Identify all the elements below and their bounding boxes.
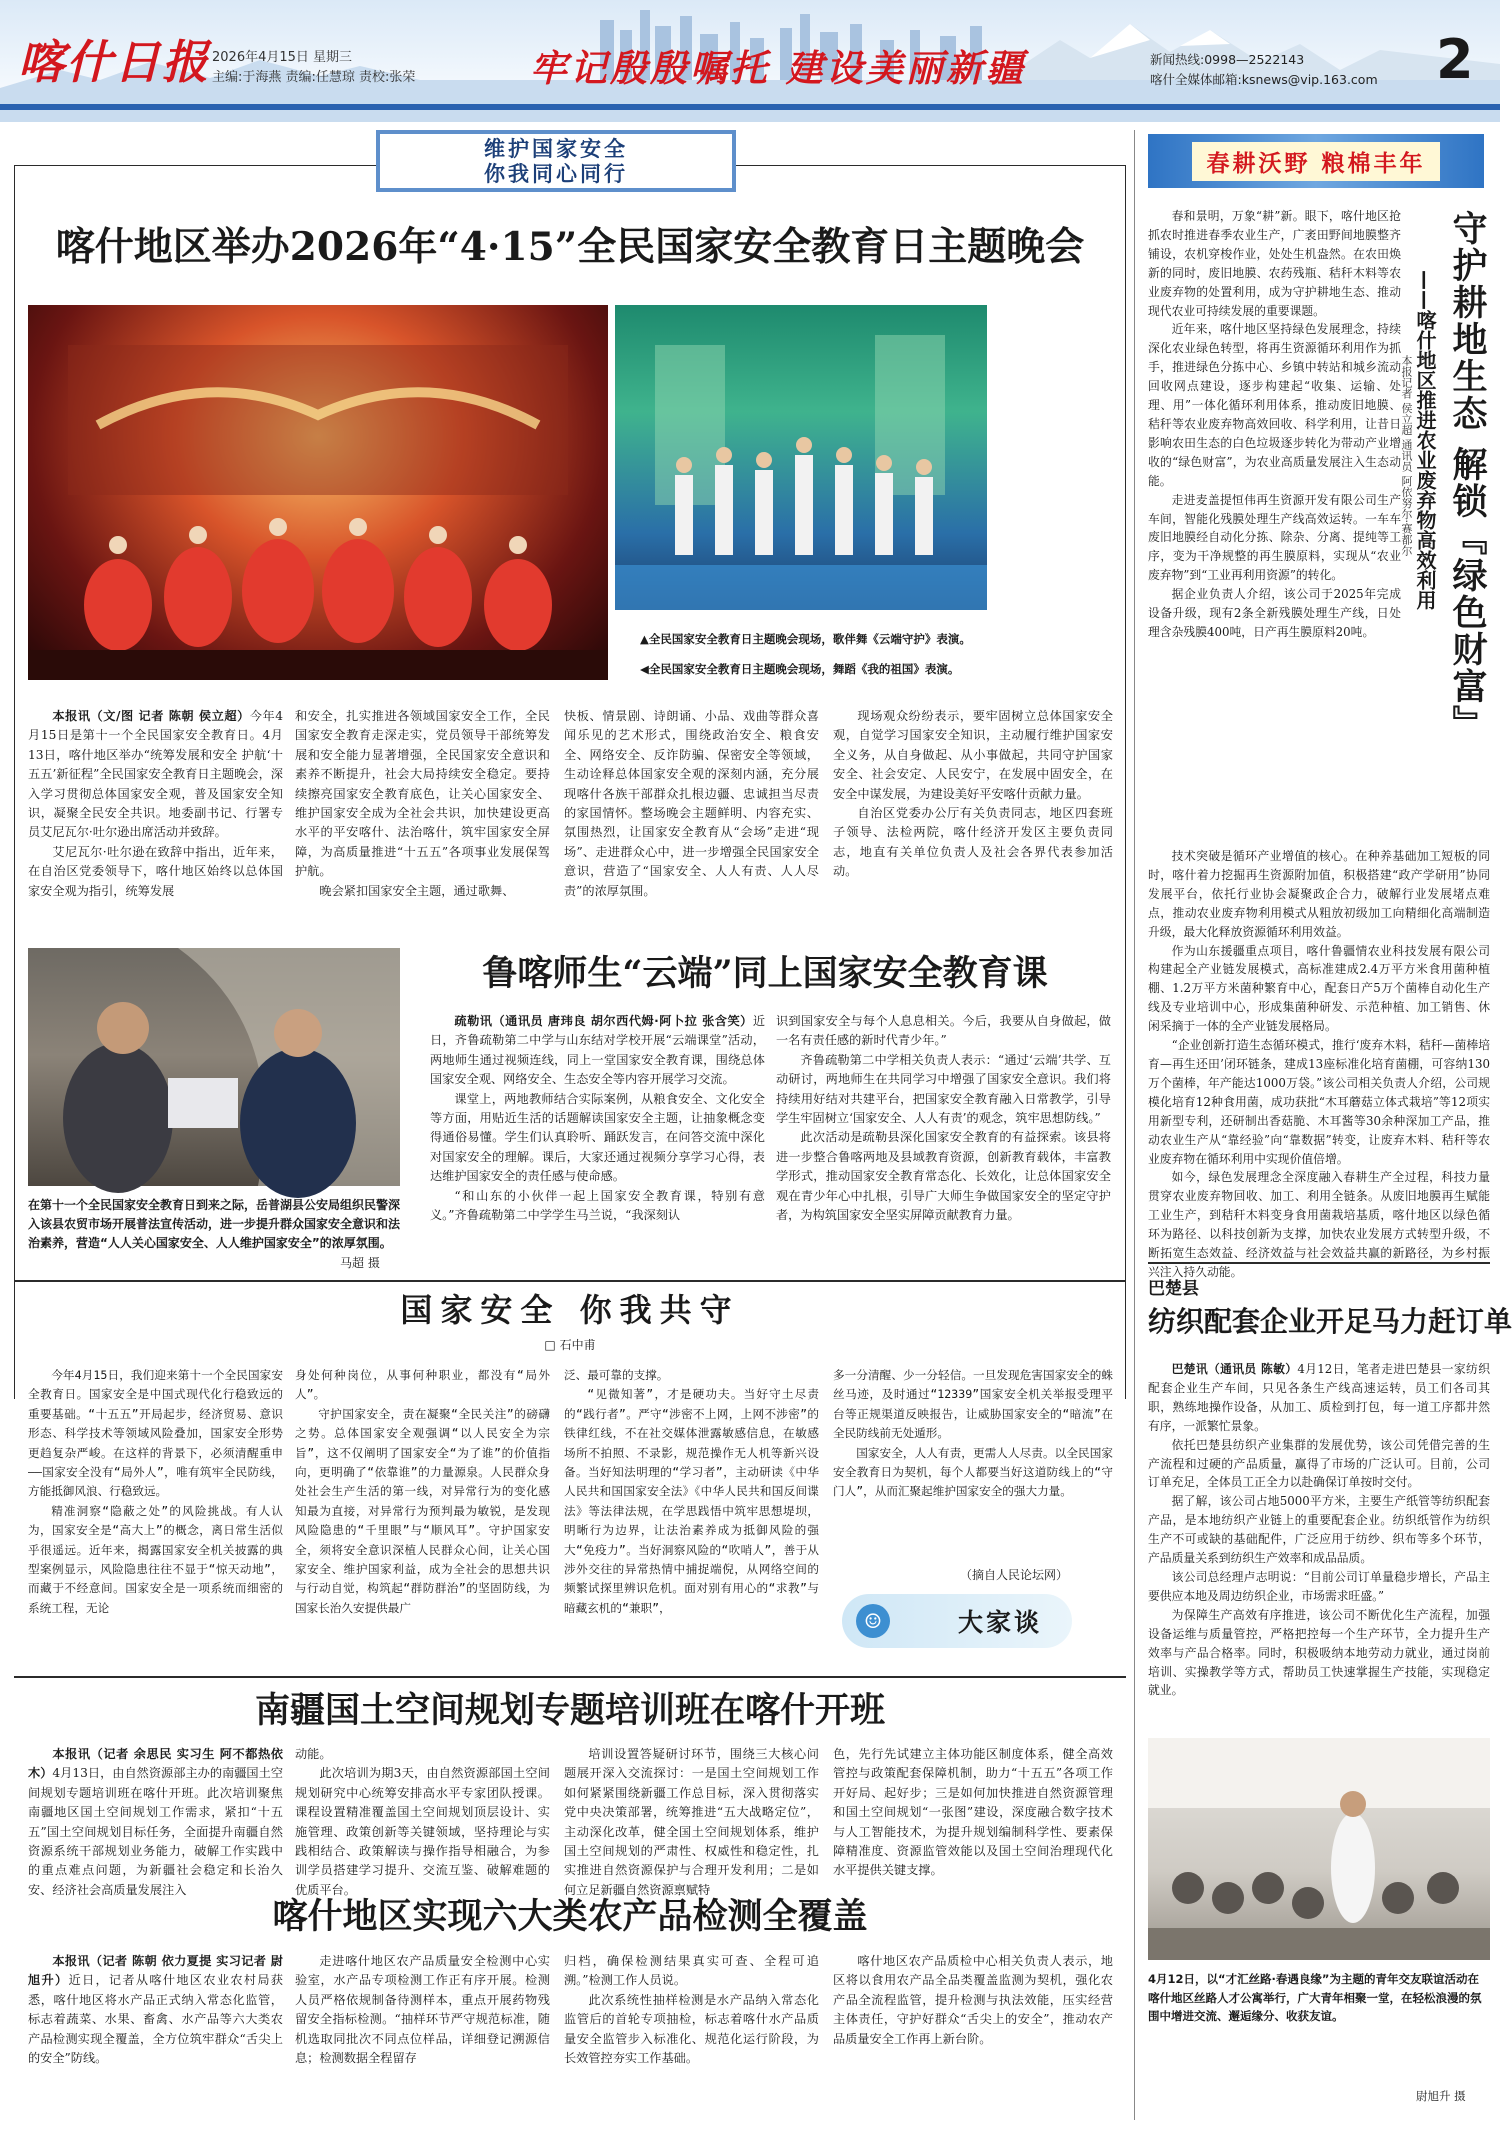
police-outreach-photo xyxy=(28,948,400,1186)
textile-place: 巴楚县 xyxy=(1148,1279,1199,1299)
farm-waste-article: 春和景明，万象“耕”新。眼下，喀什地区抢抓农时推进春季农业生产，广袤田野间地膜整齐铺设，农机穿梭作业，处处生机盎然。在农田焕新的同时，废旧地膜、农药残瓶、秸秆木料等农业废弃物的处置利用，成为守护耕地生态、推动现代农业可持续发展的重要课题。 近年来，喀什地区坚持绿色发展理念，持续深化农业绿色转型，将再生资源循环利用作为抓手，推进绿色分拣中心、乡镇中转站和城乡流动回收网点建设，逐步构建起“收集、运输、处理、用”一体化循环利用体系，推动废旧地膜、秸秆等农业废弃物高效回收、科学利用，让昔日影响农田生态的白色垃圾逐步转化为带动产业增收的“绿色财富”，为农业高质量发展注入生态动能。 走进麦盖提恒伟再生资源开发有限公司生产车间，智能化残膜处理生产线高效运转。一车车废旧地膜经自动化分拣、除杂、分离、提纯等工序，变为干净规整的再生膜原料，实现从“农业废弃物”到“工业再利用资源”的转化。 据企业负责人介绍，该公司于2025年完成设备升级，现有2条全新残膜处理生产线，日处理含杂残膜400吨，日产再生膜原料20吨。 xyxy=(1148,209,1401,639)
newspaper-logo: 喀什日报 xyxy=(18,35,210,89)
gala-song-photo xyxy=(615,305,987,610)
youth-photo-credit: 尉旭升 摄 xyxy=(1416,2089,1466,2103)
news-hotline: 新闻热线:0998—2522143 xyxy=(1150,52,1305,67)
article5-col1: 本报讯（记者 陈朝 依力夏提 实习记者 尉旭升）近日，记者从喀什地区农业农村局获悉，喀什地区将水产品正式纳入常态化监管，标志着蔬菜、水果、畜禽、水产品等六大类农产品检测实现全覆盖，全方位筑牢群众“舌尖上的安全”防线。 xyxy=(28,1954,283,2066)
commentary-col4: 多一分清醒、少一分轻信。一旦发现危害国家安全的蛛丝马迹，及时通过“12339”国家安全机关举报受理平台等正规渠道反映报告，让威胁国家安全的“暗流”在全民防线前无处遁形。 国家安全，人人有责，更需人人尽责。以全民国家安全教育日为契机，每个人都要当好这道防线上的“守门人”，从而汇聚起维护国家安全的强大力量。 xyxy=(833,1368,1113,1499)
commentary-col1: 今年4月15日，我们迎来第十一个全民国家安全教育日。国家安全是中国式现代化行稳致远的重要基础。“十五五”开局起步，经济贸易、意识形态、科学技术等领域风险叠加，国家安全形势更趋复杂严峻。在这样的背景下，必须清醒重申——国家安全没有“局外人”，唯有筑牢全民防线，方能抵御风浪、行稳致远。 精准洞察“隐蔽之处”的风险挑战。有人认为，国家安全是“高大上”的概念，离日常生活似乎很遥远。近年来，揭露国家安全机关披露的典型案例显示，风险隐患往往不显于“惊天动地”，而藏于不经意间。国家安全是一项系统而细密的系统工程，无论 xyxy=(28,1368,283,1615)
article5-col4: 喀什地区农产品质检中心相关负责人表示，地区将以食用农产品全品类覆盖监测为契机，强化农产品全流程监管，提升检测与执法效能，压实经营主体责任，守护好群众“舌尖上的安全”，推动农产品质量安全工作再上新台阶。 xyxy=(833,1954,1113,2046)
gala-dance-photo xyxy=(28,305,608,680)
commentary-headline: 国家安全 你我共守 xyxy=(400,1291,740,1329)
commentary-col2: 身处何种岗位，从事何种职业，都没有“局外人”。 守护国家安全，责在凝聚“全民关注”的磅礴之势。总体国家安全观强调“以人民安全为宗旨”，这不仅阐明了国家安全“为了谁”的价值指向，更明确了“依靠谁”的力量源泉。人民群众身处社会生产生活的第一线，对异常行为的变化感知最为直接，对异常行为预判最为敏锐，是发现风险隐患的“千里眼”与“顺风耳”。守护国家安全，须将安全意识深植人民群众心间，让关心国家安全、维护国家利益，成为全社会的思想共识与行动自觉，构筑起“群防群治”的坚固防线，为国家长治久安提供最广 xyxy=(295,1368,550,1615)
article2-col1: 疏勒讯（通讯员 唐玮良 胡尔西代姆·阿卜拉 张含笑）近日，齐鲁疏勒第二中学与山东结对学校开展“云端课堂”活动，两地师生通过视频连线，同上一堂国家安全教育课，围绕总体国家安全观、网络安全、生态安全等内容开展学习交流。 课堂上，两地教师结合实际案例，从粮食安全、文化安全等方面，用贴近生活的话题解读国家安全主题，让抽象概念变得通俗易懂。学生们认真聆听、踊跃发言，在问答交流中深化对国家安全的理解。课后，大家还通过视频分享学习心得，表达维护国家安全的责任感与使命感。 “和山东的小伙伴一起上国家安全教育课，特别有意义。”齐鲁疏勒第二中学学生马兰说，“我深刻认 xyxy=(430,1014,765,1223)
dajiatan-badge xyxy=(842,1594,1072,1648)
slogan: 牢记殷殷嘱托 建设美丽新疆 xyxy=(530,46,1026,90)
people-talk-icon: ☺ xyxy=(856,1604,890,1638)
commentary-author: □ 石中甫 xyxy=(544,1338,596,1352)
article1-col1: 本报讯（文/图 记者 陈朝 侯立超）今年4月15日是第十一个全民国家安全教育日。4月13日，喀什地区举办“统筹发展和安全 护航‘十五五’新征程”全民国家安全教育日主题晚会，深入学习贯彻总体国家安全观，普及国家安全知识，凝聚全民安全共识。地委副书记、行署专员艾尼瓦尔·吐尔逊出席活动并致辞。 艾尼瓦尔·吐尔逊在致辞中指出，近年来，在自治区党委领导下，喀什地区始终以总体国家安全观为指引，统筹发展 xyxy=(28,709,283,898)
section-divider-4 xyxy=(14,1676,1126,1678)
article1-col2: 和安全，扎实推进各领域国家安全工作，全民国家安全教育走深走实，党员领导干部统筹发展和安全能力显著增强，全民国家安全意识和素养不断提升，社会大局持续安全稳定。要持续擦亮国家安全教育底色，让关心国家安全、维护国家安全成为全社会共识，加快建设更高水平的平安喀什、法治喀什，筑牢国家安全屏障，为高质量推进“十五五”各项事业发展保驾护航。 晚会紧扣国家安全主题，通过歌舞、 xyxy=(295,709,550,898)
editor-credits: 主编:于海燕 责编:任慧琼 责校:张荣 xyxy=(212,70,416,85)
textile-article: 巴楚讯（通讯员 陈敏）4月12日，笔者走进巴楚县一家纺织配套企业生产车间，只见各条生产线高速运转，员工们各司其职，熟练地操作设备，从加工、质检到打包，每一道工序都井然有序，一派繁忙景象。 依托巴楚县纺织产业集群的发展优势，该公司凭借完善的生产流程和过硬的产品质量，赢得了市场的广泛认可。目前，公司订单充足，全体员工正全力以赴确保订单按时交付。 据了解，该公司占地5000平方米，主要生产纸管等纺织配套产品，是本地纺织产业链上的重要配套企业。纺织纸管作为纺织生产不可或缺的基础配件，广泛应用于纺纱、织布等多个环节，产品质量关系到纺织生产效率和成品品质。 该公司总经理卢志明说：“目前公司订单量稳步增长，产品主要供应本地及周边纺织企业，市场需求旺盛。” 为保障生产高效有序推进，该公司不断优化生产流程，加强设备运维与质量管控，严格把控每一个生产环节，全力提升生产效率与产品合格率。同时，积极吸纳本地劳动力就业，通过岗前培训、实操教学等方式，帮助员工快速掌握生产技能，实现稳定就业。 xyxy=(1148,1362,1490,1698)
farm-waste-byline: 本报记者 侯立超 通讯员 阿依努尔·赛都尔 xyxy=(1400,355,1413,556)
youth-photo-caption: 4月12日，以“才汇丝路·春遇良缘”为主题的青年交友联谊活动在喀什地区丝路人才公寓举行，广大青年相聚一堂，在轻松浪漫的氛围中增进交流、邂逅缘分、收获友谊。 xyxy=(1148,1972,1482,2023)
textile-byline: 巴楚讯（通讯员 陈敏） xyxy=(1171,1362,1298,1376)
article4-byline: 本报讯（记者 余思民 实习生 阿不都热依木） xyxy=(28,1747,283,1781)
farm-waste-subheadline: ——喀什地区推进农业废弃物高效利用 xyxy=(1413,270,1437,610)
commentary-col3: 泛、最可靠的支撑。 “见微知著”，才是硬功夫。当好守土尽责的“践行者”。严守“涉密不上网，上网不涉密”的铁律红线，不在社交媒体泄露敏感信息，在敏感场所不拍照、不录影，规范操作无人机等新兴设备。当好知法明理的“学习者”，主动研读《中华人民共和国国家安全法》《中华人民共和国反间谍法》等法律法规，在学思践悟中筑牢思想堤坝，明晰行为边界，让法治素养成为抵御风险的强大“免疫力”。当好洞察风险的“吹哨人”，善于从涉外交往的异常热情中捕捉端倪，从网络空间的频繁试探里辨识危机。面对别有用心的“求教”与暗藏玄机的“兼职”， xyxy=(564,1368,819,1615)
masthead xyxy=(0,0,1500,122)
spring-farming-banner xyxy=(1148,134,1484,188)
article5-col3: 归档，确保检测结果真实可查、全程可追溯。”检测工作人员说。 此次系统性抽样检测是水产品纳入常态化监管后的首轮专项抽检，标志着喀什水产品质量安全监管步入标准化、规范化运行阶段，为长效管控夯实工作基础。 xyxy=(564,1954,819,2066)
farm-waste-article-cont: 技术突破是循环产业增值的核心。在种养基础加工短板的同时，喀什着力挖掘再生资源附加值，积极搭建“政产学研用”协同发展平台，依托行业协会凝聚政企合力，破解行业发展堵点难点，推动农业废弃物利用模式从粗放初级加工向精细化高端制造升级，最大化释放资源循环利用效益。 作为山东援疆重点项目，喀什鲁疆情农业科技发展有限公司构建起全产业链发展模式，高标准建成2.4万平方米食用菌种植棚、1.2万平方米菌种繁育中心，配套日产5万个菌棒自动化生产线及专业培训中心，形成集菌种研发、示范种植、加工销售、休闲采摘于一体的全产业链发展格局。 “企业创新打造生态循环模式，推行‘废弃木料，秸秆—菌棒培育—再生还田’闭环链条，建成13座标准化培育菌棚，可容纳130万个菌棒，年产能达1000万袋。”该公司相关负责人介绍，公司规模化培育12种食用菌，成功获批“木耳蘑菇立体式栽培”等12项实用新型专利，还研制出香菇脆、木耳酱等30余种深加工产品，推动农业生产从“靠经验”向“靠数据”转变，让废弃木料、秸秆等农业废弃物在循环利用中实现价值倍增。 如今，绿色发展理念全深度融入春耕生产全过程，科技力量贯穿农业废弃物回收、加工、利用全链条。从废旧地膜再生赋能工业生产，到秸秆木料变身食用菌栽培基质，喀什地区以绿色循环为路径、以科技创新为支撑，加快农业发展方式转型升级，不断拓宽生态效益、经济效益与社会效益共赢的新路径，为乡村振兴注入持久动能。 xyxy=(1148,849,1490,1279)
dajiatan-label: 大家谈 xyxy=(957,1608,1042,1637)
sidebar-divider xyxy=(1134,130,1135,2120)
article1-byline: 本报讯（文/图 记者 陈朝 侯立超） xyxy=(52,709,250,723)
topic-banner-line1: 维护国家安全 xyxy=(484,136,628,161)
textile-divider xyxy=(1148,1262,1490,1264)
farm-waste-headline: 守护耕地生态 解锁『绿色财富』 xyxy=(1447,210,1488,743)
article2-col2: 识到国家安全与每个人息息相关。今后，我要从自身做起，做一名有责任感的新时代青少年。” 齐鲁疏勒第二中学相关负责人表示：“通过‘云端’共学、互动研讨，两地师生在共同学习中增强了国家安全意识。我们将持续用好结对共建平台，把国家安全教育融入日常教学，引导学生牢固树立‘国家安全、人人有责’的观念，筑牢思想防线。” 此次活动是疏勒县深化国家安全教育的有益探索。该县将进一步整合鲁喀两地及县域教育资源，创新教育载体，丰富教学形式，推动国家安全教育常态化、长效化，让总体国家安全观在青少年心中扎根，引导广大师生争做国家安全的坚定守护者，为构筑国家安全坚实屏障贡献教育力量。 xyxy=(776,1014,1111,1223)
topic-banner xyxy=(376,130,736,192)
planning-headline: 南疆国土空间规划专题培训班在喀什开班 xyxy=(254,1690,885,1731)
main-headline: 喀什地区举办2026年“4·15”全民国家安全教育日主题晚会 xyxy=(55,224,1085,270)
textile-headline: 纺织配套企业开足马力赶订单 xyxy=(1148,1305,1512,1338)
article2-byline: 疏勒讯（通讯员 唐玮良 胡尔西代姆·阿卜拉 张含笑） xyxy=(454,1014,753,1028)
photo-caption-2: ◀全民国家安全教育日主题晚会现场，舞蹈《我的祖国》表演。 xyxy=(640,662,960,676)
youth-social-photo xyxy=(1148,1738,1490,1960)
article4-col2: 动能。 此次培训为期3天，由自然资源部国土空间规划研究中心统筹安排高水平专家团队授课。课程设置精准覆盖国土空间规划顶层设计、实施管理、政策创新等关键领域，坚持理论与实践相结合、政策解读与操作指导相融合，为参训学员搭建学习提升、交流互鉴、破解难题的优质平台。 xyxy=(295,1747,550,1897)
article5-byline: 本报讯（记者 陈朝 依力夏提 实习记者 尉旭升） xyxy=(28,1954,283,1988)
cloud-class-headline: 鲁喀师生“云端”同上国家安全教育课 xyxy=(482,953,1048,994)
spring-farming-label: 春耕沃野 粮棉丰年 xyxy=(1192,142,1439,181)
article4-col1: 本报讯（记者 余思民 实习生 阿不都热依木）4月13日，由自然资源部主办的南疆国土空间规划专题培训班在喀什开班。此次培训聚焦南疆地区国土空间规划工作需求，紧扣“十五五”国土空间规划目标任务，全面提升南疆自然资源系统干部规划业务能力，破解工作实践中的重点难点问题，为新疆社会稳定和长治久安、经济社会高质量发展注入 xyxy=(28,1747,284,1897)
article1-col4: 现场观众纷纷表示，要牢固树立总体国家安全观，自觉学习国家安全知识，主动履行维护国家安全义务，从自身做起、从小事做起，共同守护国家安全、社会安定、人民安宁，在发展中固安全，在安全中谋发展，为建设美好平安喀什贡献力量。 自治区党委办公厅有关负责同志，地区四套班子领导、法检两院，喀什经济开发区主要负责同志，地直有关单位负责人及社会各界代表参加活动。 xyxy=(833,709,1113,879)
police-photo-caption: 在第十一个全民国家安全教育日到来之际，岳普湖县公安局组织民警深入该县农贸市场开展普法宣传活动，进一步提升群众国家安全意识和法治素养，营造“人人关心国家安全、人人维护国家安全”的浓厚氛围。 xyxy=(28,1198,401,1250)
issue-date: 2026年4月15日 星期三 xyxy=(212,50,353,65)
article1-col3: 快板、情景剧、诗朗诵、小品、戏曲等群众喜闻乐见的艺术形式，围绕政治安全、粮食安全、网络安全、反诈防骗、保密安全等领域，生动诠释总体国家安全观的深刻内涵，充分展现喀什各族干部群众扎根边疆、忠诚担当尽责的家国情怀。整场晚会主题鲜明、内容充实、氛围热烈，让国家安全教育从“会场”走进“现场”、走进群众心中，进一步增强全民国家安全意识，营造了“国家安全、人人有责、人人尽责”的浓厚氛围。 xyxy=(564,709,819,898)
commentary-source: （摘自人民论坛网） xyxy=(960,1568,1069,1582)
contact-email: 喀什全媒体邮箱:ksnews@vip.163.com xyxy=(1150,72,1378,87)
police-photo-credit: 马超 摄 xyxy=(340,1256,380,1270)
topic-banner-line2: 你我同心同行 xyxy=(484,161,628,186)
page-number: 2 xyxy=(1436,28,1474,91)
photo-caption-1: ▲全民国家安全教育日主题晚会现场，歌伴舞《云端守护》表演。 xyxy=(640,632,971,646)
commentary-box xyxy=(14,1280,1126,1282)
article4-col3: 培训设置答疑研讨环节，围绕三大核心问题展开深入交流探讨：一是国土空间规划工作如何紧紧围绕新疆工作总目标，深入贯彻落实党中央决策部署，统筹推进“五大战略定位”，主动深化改革，健全国土空间规划体系，维护国土空间规划的严肃性、权威性和稳定性，扎实推进自然资源保护与合理开发利用；二是如何立足新疆自然资源禀赋特 xyxy=(564,1747,819,1897)
article5-col2: 走进喀什地区农产品质量安全检测中心实验室，水产品专项检测工作正有序开展。检测人员严格依规制备待测样本，重点开展药物残留安全指标检测。“抽样环节严守规范标准，随机选取同批次不同点位样品，详细登记溯源信息；检测数据全程留存 xyxy=(295,1954,550,2066)
inspection-headline: 喀什地区实现六大类农产品检测全覆盖 xyxy=(272,1896,868,1937)
article4-col4: 色，先行先试建立主体功能区制度体系，健全高效管控与政策配套保障机制，助力“十五五”各项工作开好局、起好步；三是如何加快推进自然资源管理和国土空间规划“一张图”建设，深度融合数字技术与人工智能技术，为提升规划编制科学性、要素保障精准度、资源监管效能以及国土空间治理现代化水平提供关键支撑。 xyxy=(833,1747,1113,1878)
